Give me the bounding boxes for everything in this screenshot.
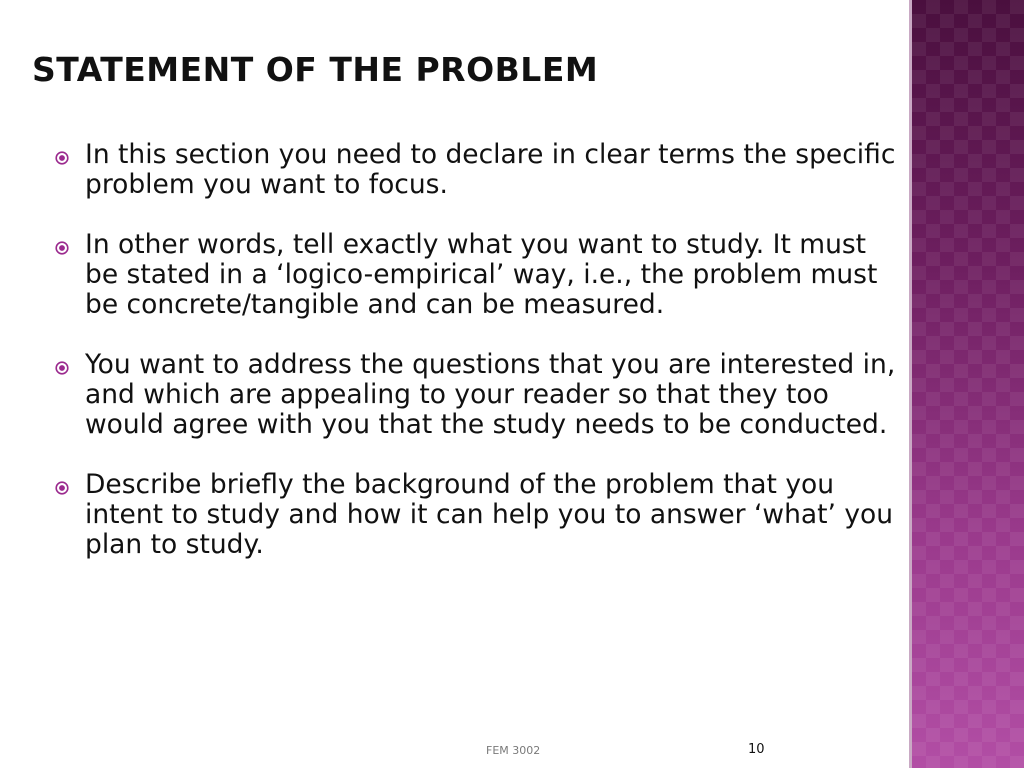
circled-dot-icon (55, 151, 69, 165)
bullet-text: You want to address the questions that you are interested in, and which are appealing to your reader so that they too would agree with you that the study needs to be conducted. (85, 349, 896, 440)
bullet-item-4 (55, 470, 903, 560)
bullet-text: In other words, tell exactly what you want to study. It must be stated in a ‘logico-empirical’ way, i.e., the problem must be concrete/tangible and can be measured. (85, 229, 878, 320)
decorative-side-panel (912, 0, 1024, 768)
circled-dot-icon (55, 361, 69, 375)
bullet-item-3 (55, 350, 903, 440)
bullet-item-2 (55, 230, 903, 320)
footer-course-code: FEM 3002 (486, 744, 541, 757)
bullet-list (55, 140, 903, 590)
slide-title: STATEMENT OF THE PROBLEM (32, 50, 599, 89)
bullet-text: Describe briefly the background of the problem that you intent to study and how it can help you to answer ‘what’ you plan to study. (85, 469, 894, 560)
bullet-item-1 (55, 140, 903, 200)
circled-dot-icon (55, 481, 69, 495)
circled-dot-icon (55, 241, 69, 255)
bullet-text: In this section you need to declare in clear terms the specific problem you want to focus. (85, 139, 896, 200)
page-number: 10 (748, 742, 765, 757)
